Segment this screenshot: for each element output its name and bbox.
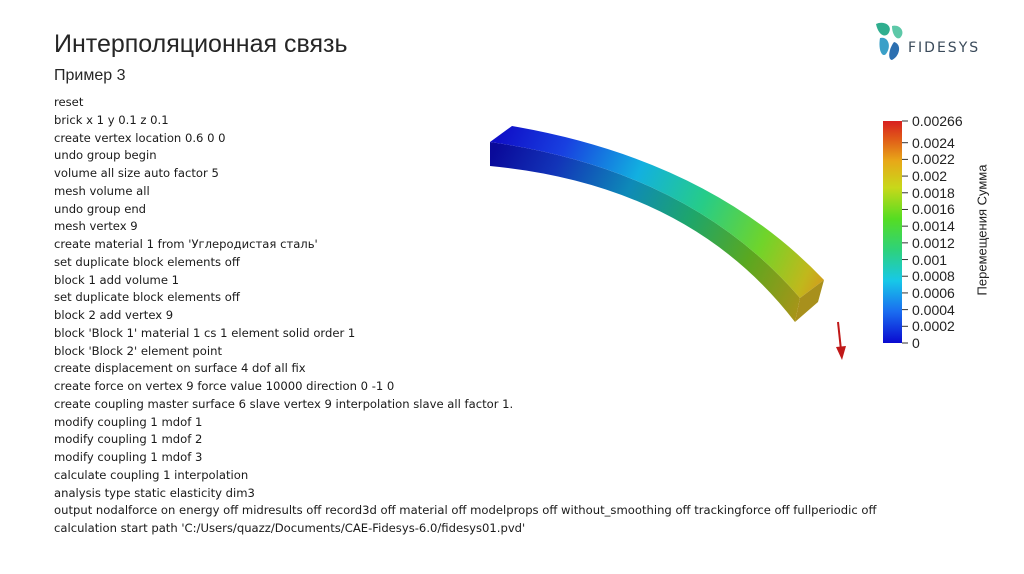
code-line: create material 1 from 'Углеродистая сталь' (54, 237, 318, 251)
legend-tick-label: 0.0024 (912, 134, 955, 151)
code-line: block 'Block 1' material 1 cs 1 element solid order 1 (54, 325, 356, 340)
code-line: block 1 add volume 1 (54, 272, 180, 287)
code-line: create vertex location 0.6 0 0 (54, 130, 226, 145)
code-line: calculation start path 'C:/Users/quazz/Documents/CAE-Fidesys-6.0/fidesys01.pvd' (54, 521, 526, 535)
legend-tick-label: 0.0004 (912, 301, 955, 318)
code-line: modify coupling 1 mdof 3 (54, 450, 203, 464)
legend-tick-label: 0.0018 (912, 184, 955, 201)
code-line: brick x 1 y 0.1 z 0.1 (54, 112, 169, 127)
legend-tick-label: 0.002 (912, 168, 948, 185)
code-line: undo group end (54, 201, 147, 216)
code-line: output nodalforce on energy off midresults off record3d off material off modelprops off without_smoothing off trackingforce off fullperiodic off (54, 503, 877, 518)
code-line: create coupling master surface 6 slave vertex 9 interpolation slave all factor 1. (54, 396, 514, 411)
legend-tick-label: 0.0006 (912, 284, 955, 301)
legend-tick-label: 0.0002 (912, 318, 955, 335)
code-line: block 2 add vertex 9 (54, 308, 174, 322)
legend-tick-label: 0.001 (912, 251, 948, 268)
legend-tick-label: 0 (912, 335, 920, 351)
code-line: modify coupling 1 mdof 2 (54, 432, 203, 447)
code-line: modify coupling 1 mdof 1 (54, 414, 203, 429)
code-line: analysis type static elasticity dim3 (54, 485, 255, 500)
legend-tick-label: 0.0014 (912, 218, 955, 235)
code-line: undo group begin (54, 148, 157, 163)
logo-text: FIDESYS (908, 40, 981, 56)
code-line: create displacement on surface 4 dof all fix (54, 361, 306, 376)
slide-subtitle: Пример 3 (54, 67, 126, 84)
code-line: reset (54, 95, 84, 109)
legend-title: Перемещения Сумма (974, 164, 990, 296)
code-line: set duplicate block elements off (54, 290, 240, 305)
code-line: set duplicate block elements off (54, 254, 240, 269)
code-line: block 'Block 2' element point (54, 343, 222, 358)
legend-tick-label: 0.00266 (912, 113, 963, 129)
code-line: calculate coupling 1 interpolation (54, 467, 249, 482)
legend-tick-marks (902, 121, 908, 343)
code-line: mesh vertex 9 (54, 219, 138, 234)
code-line: mesh volume all (54, 183, 150, 198)
legend-tick-label: 0.0016 (912, 201, 955, 218)
legend-tick-label: 0.0008 (912, 268, 955, 285)
slide-title: Интерполяционная связь (54, 30, 348, 58)
code-line: volume all size auto factor 5 (54, 166, 219, 180)
legend-colorbar (883, 121, 902, 343)
legend-tick-label: 0.0012 (912, 234, 955, 251)
legend-tick-label: 0.0022 (912, 151, 955, 168)
force-arrow (836, 322, 846, 360)
code-line: create force on vertex 9 force value 10000 direction 0 -1 0 (54, 379, 395, 393)
